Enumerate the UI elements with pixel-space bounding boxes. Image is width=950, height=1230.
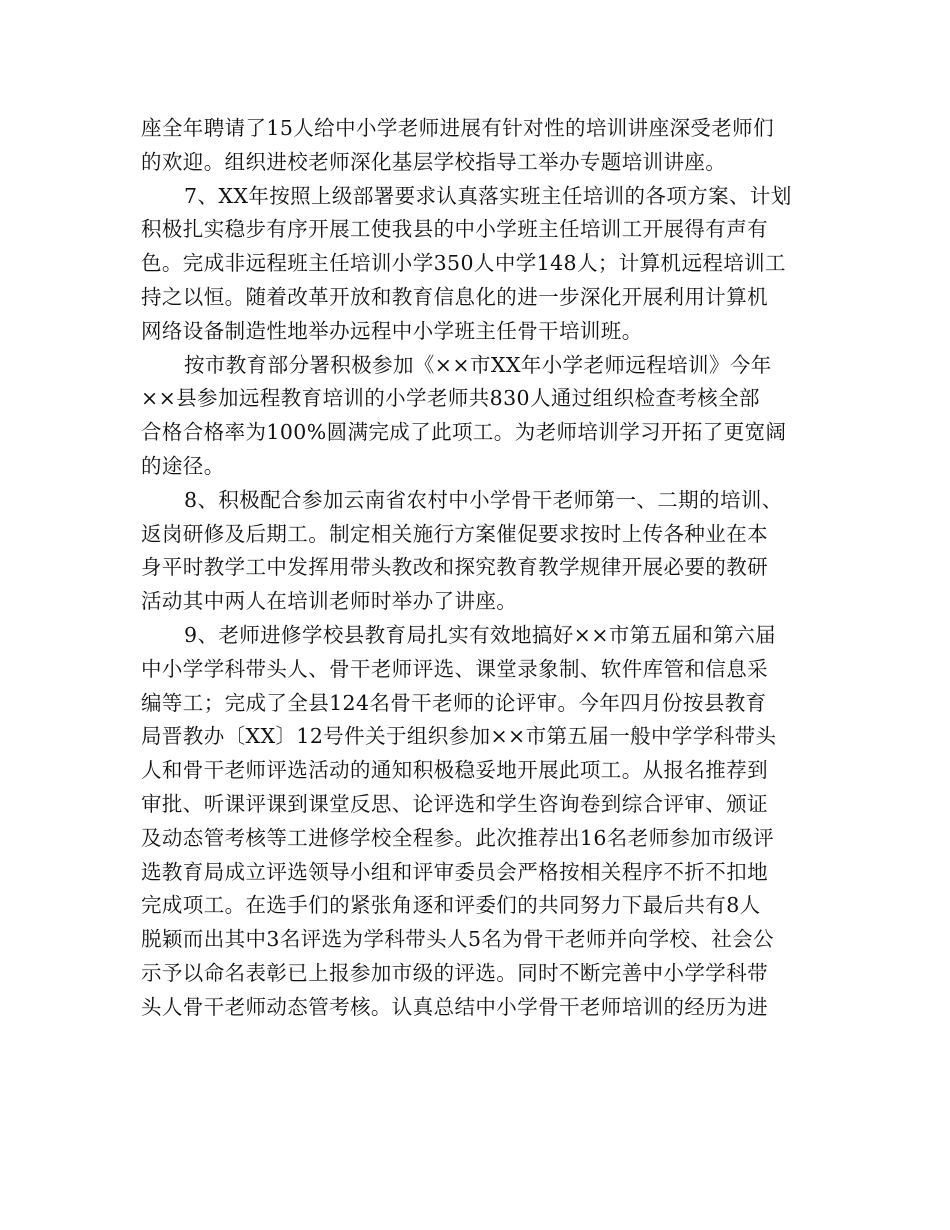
paragraph-first-line: 8、积极配合参加云南省农村中小学骨干老师第一、二期的培训、 [184,487,783,512]
text-line: 网络设备制造性地举办远程中小学班主任骨干培训班。 [141,318,643,343]
document-page [141,112,813,1025]
text-line: 人和骨干老师评选活动的通知积极稳妥地开展此项工。从报名推荐到 [141,758,768,783]
text-line: 完成项工。在选手们的紧张角逐和评委们的共同努力下最后共有8人 [141,893,761,918]
text-line: 座全年聘请了15人给中小学老师进展有针对性的培训讲座深受老师们 [141,116,774,140]
text-line: 审批、听课评课到课堂反思、论评选和学生咨询卷到综合评审、颁证 [141,791,768,816]
paragraph-first-line: 9、老师进修学校县教育局扎实有效地搞好××市第五届和第六届 [184,622,776,647]
text-line: 身平时教学工中发挥用带头教改和探究教育教学规律开展必要的教研 [141,555,768,580]
text-line: ××县参加远程教育培训的小学老师共830人通过组织检查考核全部 [141,386,760,411]
text-line: 的欢迎。组织进校老师深化基层学校指导工举办专题培训讲座。 [141,149,727,174]
paragraph-first-line: 7、XX年按照上级部署要求认真落实班主任培训的各项方案、计划 [184,183,792,208]
text-line: 局晋教办〔XX〕12号件关于组织参加××市第五届一般中学学科带头 [141,724,777,749]
text-line: 编等工；完成了全县124名骨干老师的论评审。今年四月份按县教育 [141,690,767,715]
text-line: 合格合格率为100%圆满完成了此项工。为老师培训学习开拓了更宽阔 [141,420,787,445]
text-line: 头人骨干老师动态管考核。认真总结中小学骨干老师培训的经历为进 [141,994,768,1019]
text-line: 活动其中两人在培训老师时举办了讲座。 [141,589,518,614]
text-line: 持之以恒。随着改革开放和教育信息化的进一步深化开展利用计算机 [141,284,768,309]
paragraph-first-line: 按市教育部分署积极参加《××市XX年小学老师远程培训》今年 [184,352,772,377]
text-line: 脱颖而出其中3名评选为学科带头人5名为骨干老师并向学校、社会公 [141,927,774,952]
text-line: 及动态管考核等工进修学校全程参。此次推荐出16名老师参加市级评 [141,825,774,850]
text-line: 选教育局成立评选领导小组和评审委员会严格按相关程序不折不扣地 [141,859,768,884]
text-line: 中小学学科带头人、骨干老师评选、课堂录象制、软件库管和信息采 [141,656,768,681]
text-line: 积极扎实稳步有序开展工使我县的中小学班主任培训工开展得有声有 [141,217,768,242]
text-line: 色。完成非远程班主任培训小学350人中学148人；计算机远程培训工 [141,251,786,276]
text-line: 示予以命名表彰已上报参加市级的评选。同时不断完善中小学学科带 [141,960,768,985]
text-line: 返岗研修及后期工。制定相关施行方案催促要求按时上传各种业在本 [141,521,768,546]
text-line: 的途径。 [141,453,225,478]
